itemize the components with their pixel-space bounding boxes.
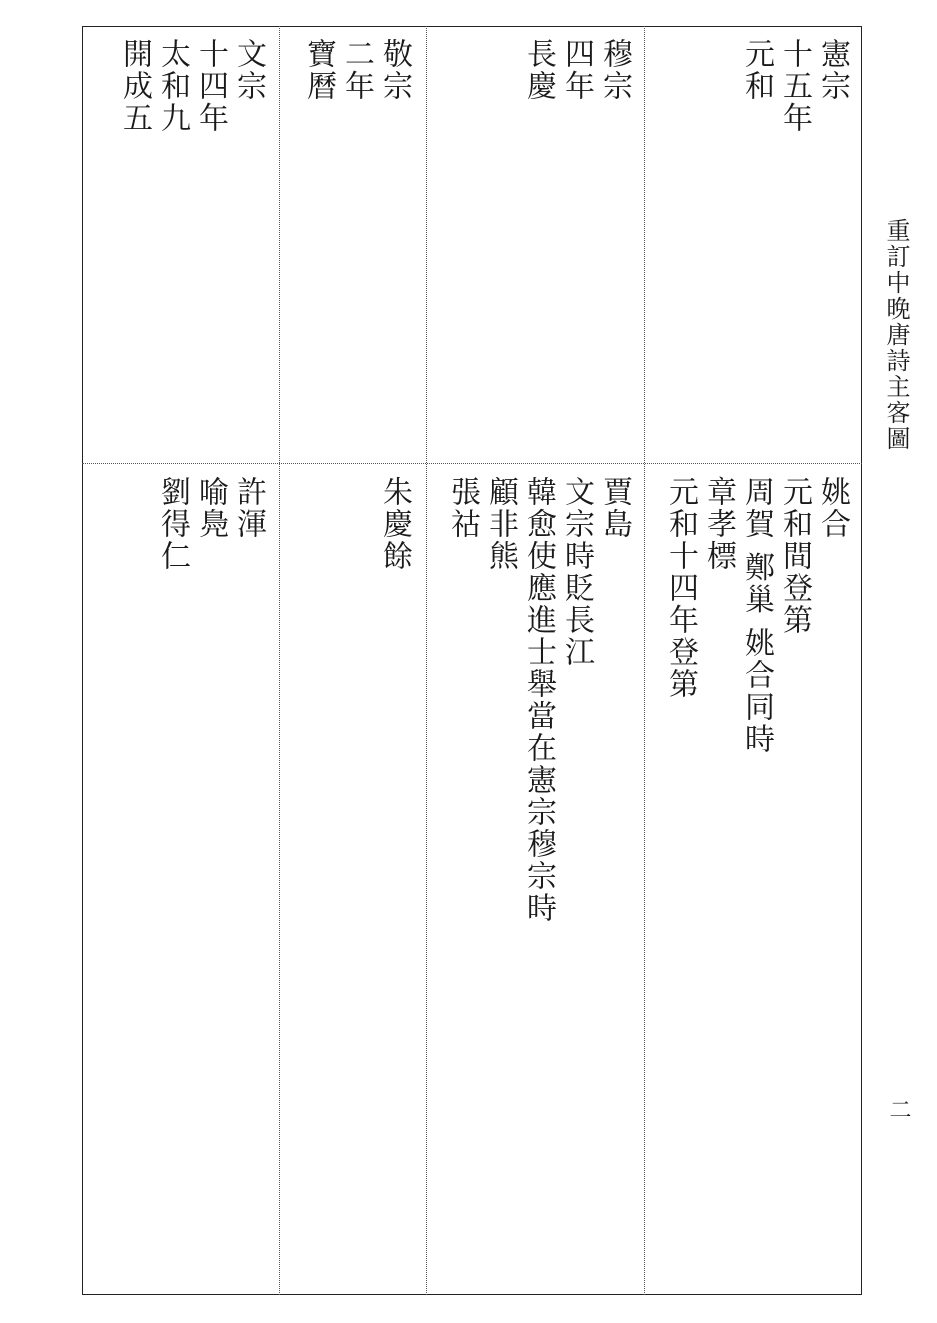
- poet-note: 元和間登第: [777, 476, 812, 636]
- poet-name: 朱慶餘: [377, 476, 412, 572]
- poet-name: 張祜: [445, 476, 480, 540]
- poet-name: 賈島: [597, 476, 632, 540]
- poet-name: 許渾: [231, 476, 266, 540]
- table-column-divider: [644, 26, 645, 1295]
- poet-name: 姚合: [815, 476, 850, 540]
- table-column-divider: [426, 26, 427, 1295]
- era-name: 開成五: [117, 38, 152, 134]
- poet-note: 韓愈使應進士舉當在憲宗穆宗時: [521, 476, 556, 924]
- poet-name: 周賀 鄭巢 姚合同時: [739, 476, 774, 756]
- poet-name: 章孝標: [701, 476, 736, 572]
- poet-name: 喻鳧: [193, 476, 228, 540]
- era-emperor: 憲宗: [815, 38, 850, 102]
- era-emperor: 穆宗: [597, 38, 632, 102]
- era-name: 元和: [739, 38, 774, 102]
- era-years: 二年: [339, 38, 374, 102]
- era-emperor: 敬宗: [377, 38, 412, 102]
- poet-name: 劉得仁: [155, 476, 190, 572]
- table-row-divider: [82, 463, 862, 464]
- era-name: 太和九: [155, 38, 190, 134]
- era-years: 十四年: [193, 38, 228, 134]
- era-years: 四年: [559, 38, 594, 102]
- page-number: 二: [886, 1098, 911, 1120]
- poet-note: 文宗時貶長江: [559, 476, 594, 668]
- era-emperor: 文宗: [231, 38, 266, 102]
- era-years: 十五年: [777, 38, 812, 134]
- poet-name: 顧非熊: [483, 476, 518, 572]
- book-title: 重訂中晚唐詩主客圖: [882, 218, 910, 452]
- era-name: 寶曆: [301, 38, 336, 102]
- table-column-divider: [279, 26, 280, 1295]
- poet-note: 元和十四年登第: [663, 476, 698, 700]
- era-name: 長慶: [521, 38, 556, 102]
